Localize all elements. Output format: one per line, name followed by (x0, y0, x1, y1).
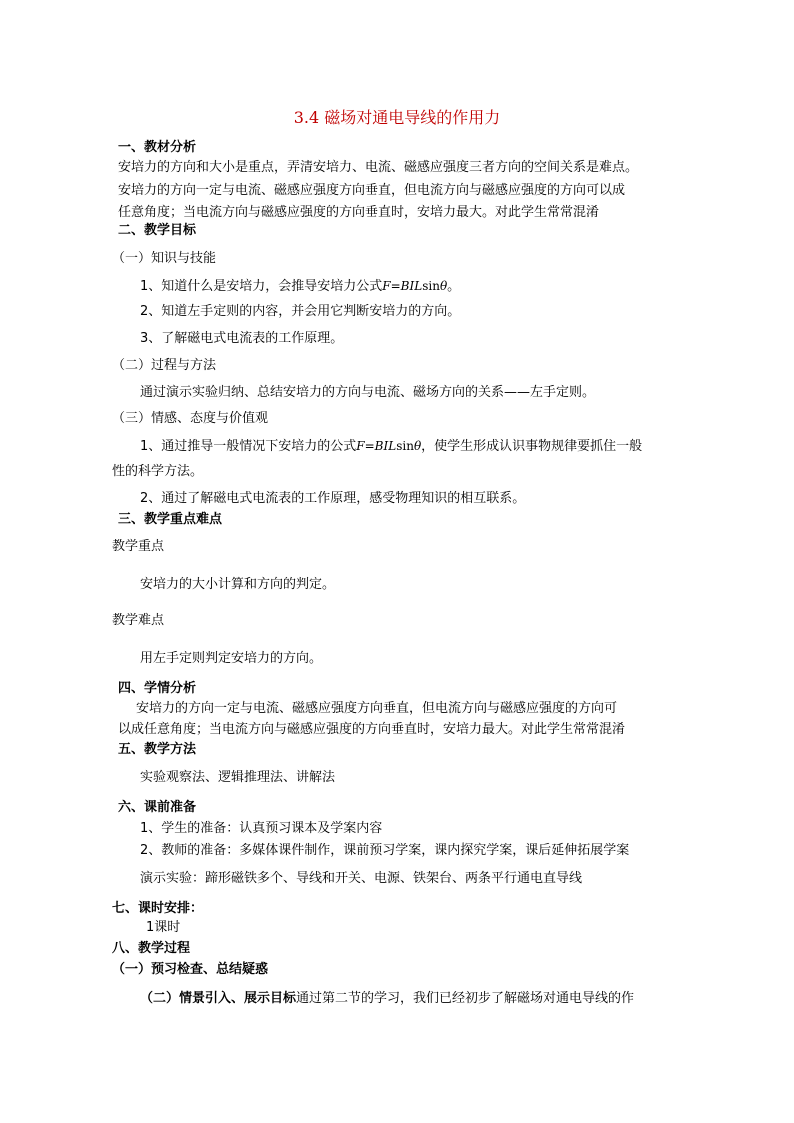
section-heading-textbook-analysis: 一、教材分析 (118, 140, 197, 155)
list-item: 2、知道左手定则的内容，并会用它判断安培力的方向。 (140, 304, 461, 319)
label-difficulty: 教学难点 (112, 613, 165, 628)
formula: F=BILsinθ (356, 439, 422, 453)
paragraph-line: 通过演示实验归纳、总结安培力的方向与电流、磁场方向的关系——左手定则。 (140, 385, 596, 400)
subheading-process-method: （二）过程与方法 (112, 358, 217, 373)
list-item: 1、通过推导一般情况下安培力的公式F=BILsinθ，使学生形成认识事物规律要抓住一般 (140, 439, 643, 454)
label-key-point: 教学重点 (112, 539, 165, 554)
section-heading-process: 八、教学过程 (112, 941, 191, 956)
subheading-preview-check: （一）预习检查、总结疑惑 (112, 962, 269, 977)
paragraph-line: 性的科学方法。 (112, 464, 204, 479)
paragraph-line: （二）情景引入、展示目标通过第二节的学习，我们已经初步了解磁场对通电导线的作 (140, 991, 635, 1006)
section-heading-teaching-methods: 五、教学方法 (118, 742, 197, 757)
list-item: 3、了解磁电式电流表的工作原理。 (140, 331, 344, 346)
page-title: 3.4 磁场对通电导线的作用力 (293, 108, 501, 127)
paragraph-line: 安培力的方向和大小是重点，弄清安培力、电流、磁感应强度三者方向的空间关系是难点。 (118, 160, 639, 175)
list-item: 2、通过了解磁电式电流表的工作原理，感受物理知识的相互联系。 (140, 491, 526, 506)
paragraph-line: 以成任意角度；当电流方向与磁感应强度的方向垂直时，安培力最大。对此学生常常混淆 (118, 722, 626, 737)
list-item: 1、知道什么是安培力，会推导安培力公式F=BILsinθ。 (140, 279, 461, 294)
list-item: 1、学生的准备：认真预习课本及学案内容 (140, 821, 383, 836)
section-heading-student-analysis: 四、学情分析 (118, 681, 197, 696)
paragraph-line: 安培力的大小计算和方向的判定。 (140, 577, 336, 592)
paragraph-line: 1课时 (146, 920, 181, 935)
section-heading-schedule: 七、课时安排： (112, 901, 204, 916)
paragraph-line: 用左手定则判定安培力的方向。 (140, 651, 323, 666)
paragraph-line: 任意角度；当电流方向与磁感应强度的方向垂直时，安培力最大。对此学生常常混淆 (118, 205, 600, 220)
section-heading-teaching-goals: 二、教学目标 (118, 223, 197, 238)
paragraph-line: 实验观察法、逻辑推理法、讲解法 (140, 770, 336, 785)
section-heading-preparation: 六、课前准备 (118, 800, 197, 815)
list-item: 2、教师的准备：多媒体课件制作，课前预习学案，课内探究学案，课后延伸拓展学案 (140, 843, 630, 858)
subheading-knowledge-skills: （一）知识与技能 (112, 251, 217, 266)
paragraph-line: 安培力的方向一定与电流、磁感应强度方向垂直，但电流方向与磁感应强度的方向可以成 (118, 183, 626, 198)
list-item: 演示实验：蹄形磁铁多个、导线和开关、电源、铁架台、两条平行通电直导线 (140, 871, 583, 886)
subheading-emotion-attitude: （三）情感、态度与价值观 (112, 411, 269, 426)
section-heading-key-points: 三、教学重点难点 (118, 512, 223, 527)
list-item-text: 1、知道什么是安培力，会推导安培力公式 (140, 279, 383, 294)
formula: F=BILsinθ (382, 279, 448, 293)
paragraph-line: 安培力的方向一定与电流、磁感应强度方向垂直，但电流方向与磁感应强度的方向可 (136, 701, 618, 716)
